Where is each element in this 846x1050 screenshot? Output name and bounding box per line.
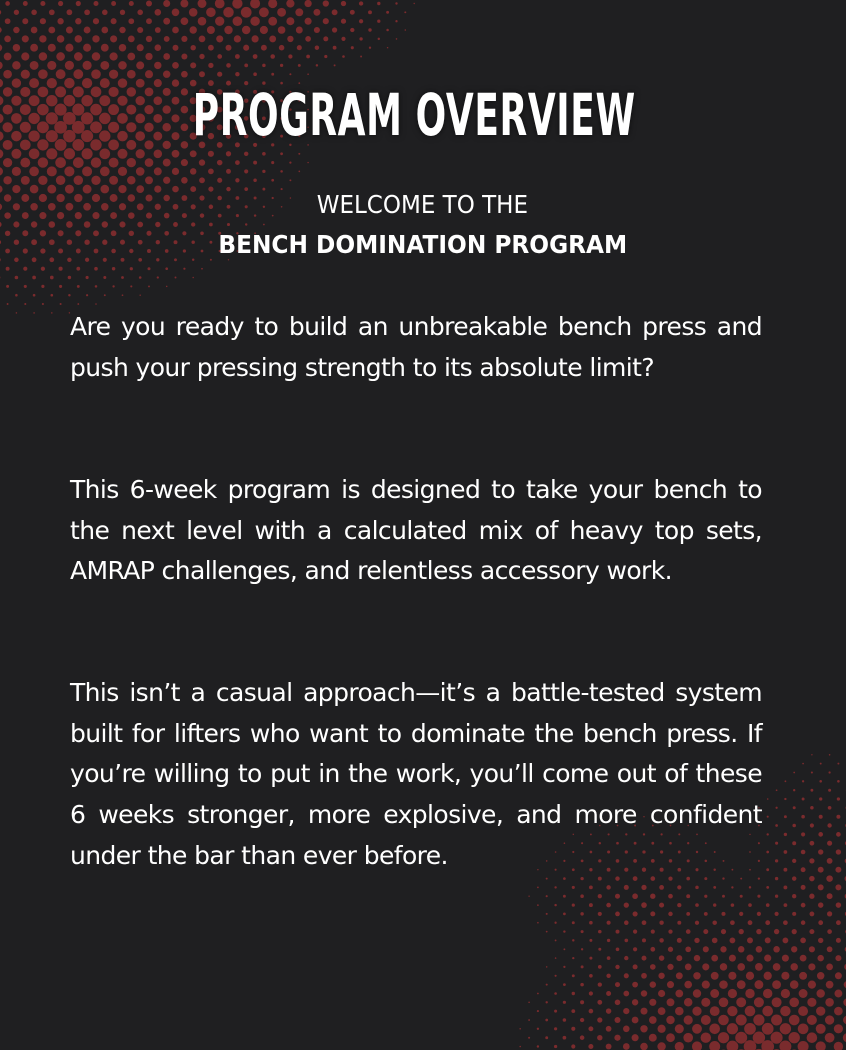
program-description-paragraph: This 6-week program is designed to take your bench to the next level with a calculated mix of heavy top sets, AMRAP challenges, and relentless accessory work. (70, 475, 762, 586)
intro-paragraph: Are you ready to build an unbreakable bench press and push your pressing strength to its absolute limit? (70, 312, 762, 382)
welcome-line: WELCOME TO THE (316, 190, 529, 219)
page-title: PROGRAM OVERVIEW (192, 81, 636, 149)
commitment-paragraph: This isn’t a casual approach—it’s a battle-tested system built for lifters who want to dominate the bench press. If you’re willing to put in the work, you’ll come out of these 6 weeks stronger, more explosive, and more confident under the bar than ever before. (70, 678, 762, 870)
program-name: BENCH DOMINATION PROGRAM (218, 230, 628, 259)
